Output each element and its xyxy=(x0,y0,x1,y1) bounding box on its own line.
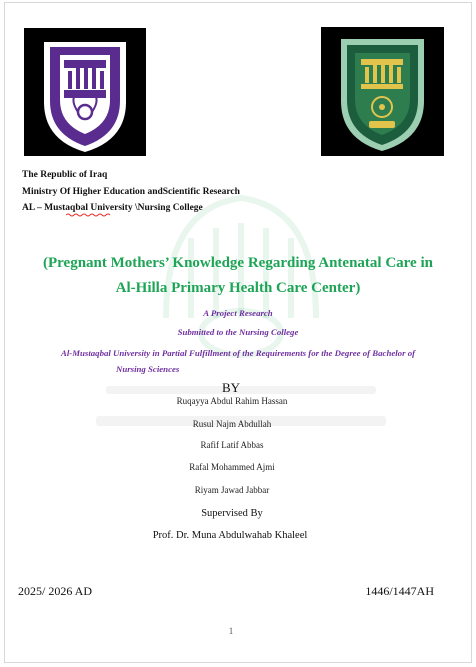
author-name: Rusul Najm Abdullah xyxy=(192,419,272,429)
by-label: BY xyxy=(222,380,241,395)
supervised-by-label: Supervised By xyxy=(201,508,263,519)
supervisor-name: Prof. Dr. Muna Abdulwahab Khaleel xyxy=(152,530,308,541)
subtitle-degree: Nursing Sciences xyxy=(116,364,180,374)
research-title-line-2: Al-Hilla Primary Health Care Center) xyxy=(115,280,361,296)
spellcheck-underline xyxy=(66,213,112,217)
academic-year-ah: 1446/1447AH xyxy=(365,584,434,598)
author-name: Rafal Mohammed Ajmi xyxy=(189,462,275,472)
subtitle-submitted: Submitted to the Nursing College xyxy=(177,327,299,337)
subtitle-fulfillment: Al-Mustaqbal University in Partial Fulfillment of the Requirements for the Degree of Bachelor of xyxy=(60,348,416,358)
research-title-line-1: (Pregnant Mothers’ Knowledge Regarding Antenatal Care in xyxy=(43,255,433,271)
author-name: Riyam Jawad Jabbar xyxy=(194,485,270,495)
author-name: Ruqayya Abdul Rahim Hassan xyxy=(176,396,288,406)
al-mustaqbal-university-logo xyxy=(321,27,444,156)
header-university: AL – Mustaqbal University \Nursing College xyxy=(22,203,203,213)
page-number: 1 xyxy=(228,626,234,636)
header-republic: The Republic of Iraq xyxy=(22,170,108,180)
header-ministry: Ministry Of Higher Education andScientific Research xyxy=(22,187,240,197)
subtitle-project-research: A Project Research xyxy=(203,308,273,318)
academic-year-ad: 2025/ 2026 AD xyxy=(18,584,93,598)
author-name: Rafif Latif Abbas xyxy=(200,440,264,450)
college-of-nursing-logo xyxy=(24,28,146,156)
